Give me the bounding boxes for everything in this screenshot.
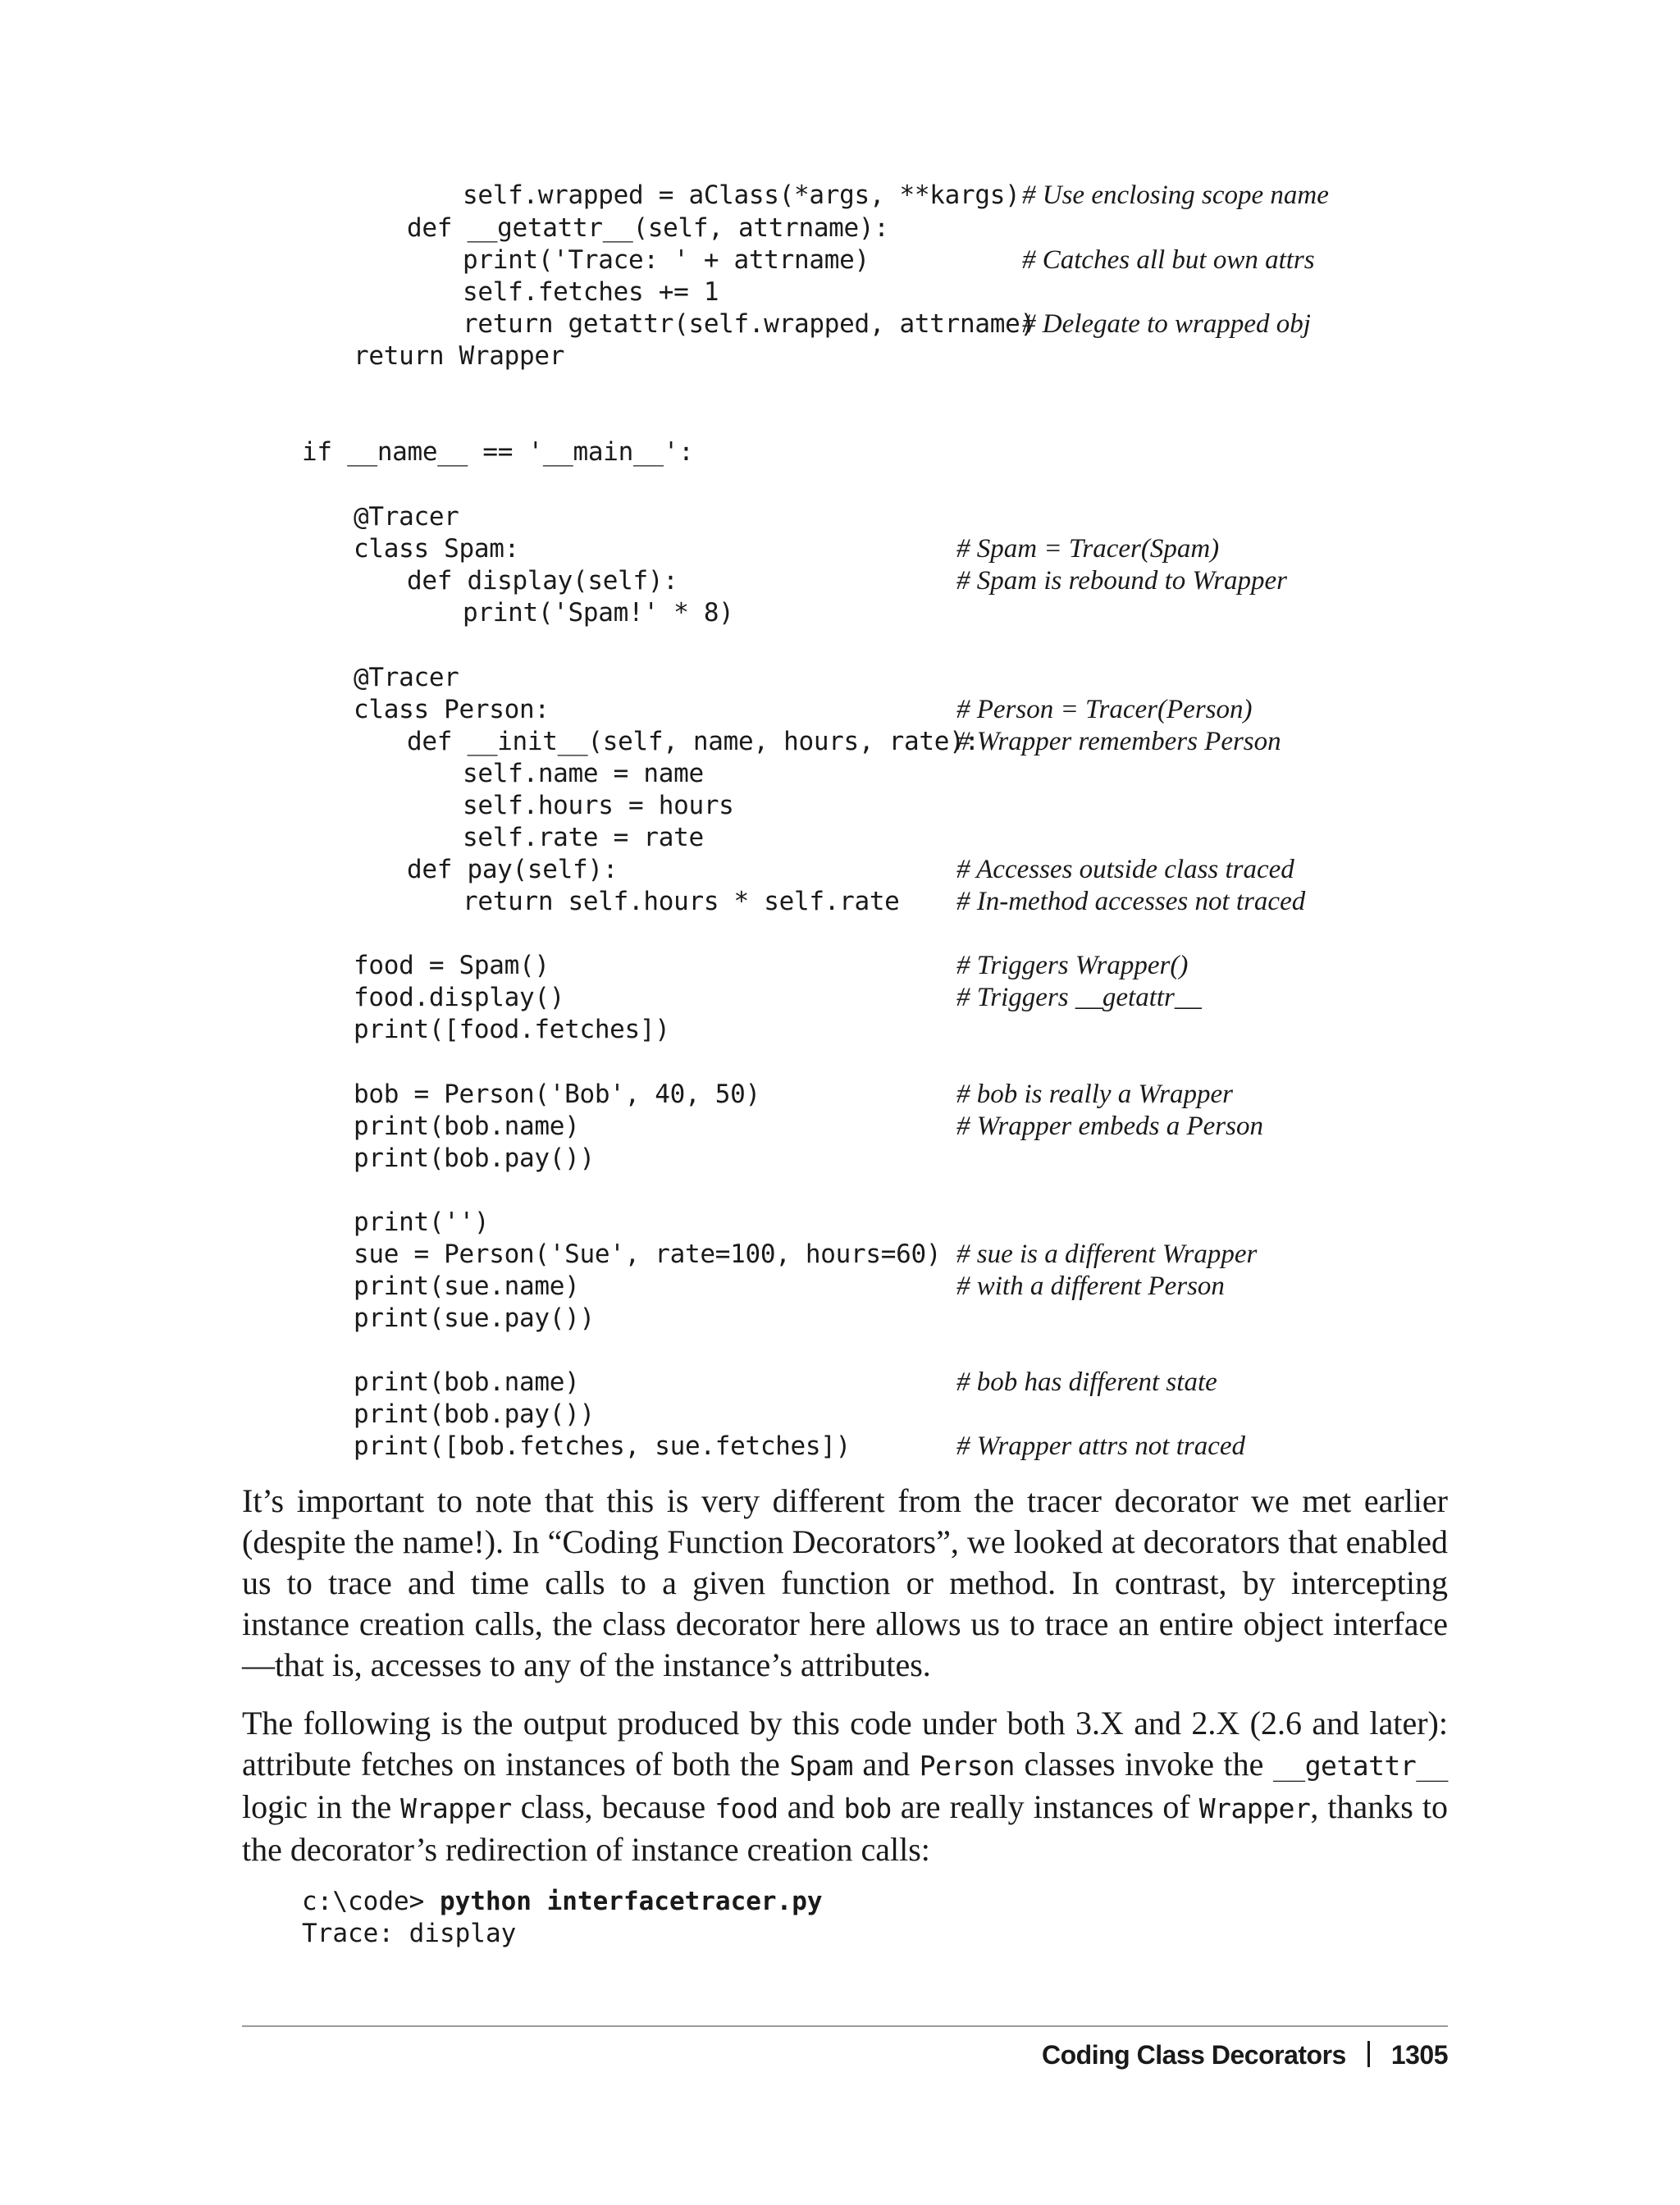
code-comment: # Delegate to wrapped obj — [1022, 309, 1311, 339]
body-paragraph: It’s important to note that this is very different from the tracer decorator we met earlier (despite the name!). In “Coding Function Decorators”, we looked at decorators that enabled us to trace and time calls to a given function or method. In contrast, by intercepting instance creation calls, the class decorator here allows us to trace an entire object interface—that is, accesses to any of the instance’s attributes. — [242, 1482, 1448, 1683]
code-line: def pay(self): — [407, 855, 619, 884]
code-line: @Tracer — [354, 502, 459, 532]
code-comment: # Spam is rebound to Wrapper — [956, 566, 1288, 596]
shell-command: python interfacetracer.py — [439, 1887, 823, 1916]
paragraph-text: classes invoke the — [1014, 1746, 1273, 1783]
code-line: return getattr(self.wrapped, attrname) — [463, 309, 1035, 339]
paragraph-text: and — [778, 1788, 844, 1825]
code-comment: # Person = Tracer(Person) — [956, 695, 1253, 724]
paragraph-text: logic in the — [242, 1788, 401, 1825]
code-comment: # with a different Person — [956, 1271, 1225, 1301]
code-line: print('') — [354, 1208, 490, 1237]
body-paragraph — [242, 1703, 1448, 1870]
code-line: print(sue.name) — [354, 1271, 580, 1301]
code-comment: # bob is really a Wrapper — [956, 1080, 1234, 1109]
code-line: print(bob.pay()) — [354, 1144, 595, 1173]
code-line: food = Spam() — [354, 951, 550, 980]
code-comment: # Triggers Wrapper() — [956, 951, 1189, 980]
page-footer — [1042, 2038, 1448, 2071]
code-line: food.display() — [354, 983, 565, 1012]
code-line: sue = Person('Sue', rate=100, hours=60) — [354, 1239, 942, 1269]
code-line: print(bob.name) — [354, 1112, 580, 1141]
code-comment: # Wrapper remembers Person — [956, 727, 1281, 756]
page-number: 1305 — [1390, 2040, 1448, 2070]
code-line: print(sue.pay()) — [354, 1303, 595, 1333]
paragraph-text: are really instances of — [891, 1788, 1199, 1825]
code-line: @Tracer — [354, 663, 459, 692]
code-line: def display(self): — [407, 566, 678, 596]
code-line: print(bob.pay()) — [354, 1399, 595, 1429]
paragraph-text: class, because — [511, 1788, 715, 1825]
paragraph-text: The following is the output produced by this code under both 3.X and 2.X (2.6 and later): attribute fetches on instances of both the — [242, 1705, 1448, 1783]
code-line: class Person: — [354, 695, 550, 724]
code-comment: # Accesses outside class traced — [956, 855, 1294, 884]
code-comment: # Catches all but own attrs — [1022, 245, 1315, 275]
code-line: print('Spam!' * 8) — [463, 598, 734, 628]
code-line: print([bob.fetches, sue.fetches]) — [354, 1431, 851, 1461]
code-line: class Spam: — [354, 534, 519, 564]
shell-command-line — [302, 1885, 823, 1918]
code-comment: # Wrapper attrs not traced — [956, 1431, 1245, 1461]
footer-separator — [1367, 2041, 1370, 2067]
code-line: if __name__ == '__main__': — [302, 437, 694, 467]
code-line: self.name = name — [463, 759, 704, 788]
code-comment: # sue is a different Wrapper — [956, 1239, 1258, 1269]
code-comment: # Spam = Tracer(Spam) — [956, 534, 1220, 564]
code-line: self.hours = hours — [463, 791, 734, 820]
code-line: self.fetches += 1 — [463, 277, 719, 307]
code-line: return Wrapper — [354, 341, 565, 371]
shell-prompt: c:\code> — [302, 1887, 440, 1916]
code-comment: # bob has different state — [956, 1367, 1217, 1397]
inline-code: Wrapper — [1198, 1792, 1311, 1824]
paragraph-text: and — [852, 1746, 920, 1783]
code-line: print('Trace: ' + attrname) — [463, 245, 870, 275]
inline-code: food — [714, 1792, 778, 1824]
code-line: self.wrapped = aClass(*args, **kargs) — [463, 180, 1020, 210]
inline-code: Wrapper — [400, 1792, 512, 1824]
inline-code: __getattr__ — [1272, 1750, 1448, 1782]
code-comment: # In-method accesses not traced — [956, 887, 1306, 916]
inline-code: Spam — [789, 1750, 853, 1782]
inline-code: bob — [843, 1792, 892, 1824]
code-comment: # Wrapper embeds a Person — [956, 1112, 1263, 1141]
code-line: self.rate = rate — [463, 823, 704, 852]
inline-code: Person — [919, 1750, 1015, 1782]
footer-divider — [242, 2025, 1448, 2027]
code-line: bob = Person('Bob', 40, 50) — [354, 1080, 760, 1109]
code-line: def __init__(self, name, hours, rate): — [407, 727, 979, 756]
code-comment: # Use enclosing scope name — [1022, 180, 1329, 210]
footer-section-title: Coding Class Decorators — [1042, 2040, 1346, 2070]
paragraph-text: , thanks to the decorator’s redirection of instance creation calls: — [242, 1788, 1448, 1868]
code-line: return self.hours * self.rate — [463, 887, 900, 916]
code-line: def __getattr__(self, attrname): — [407, 213, 889, 243]
code-comment: # Triggers __getattr__ — [956, 983, 1202, 1012]
code-line: print([food.fetches]) — [354, 1015, 670, 1044]
code-line: print(bob.name) — [354, 1367, 580, 1397]
shell-output: Trace: display — [302, 1919, 517, 1948]
